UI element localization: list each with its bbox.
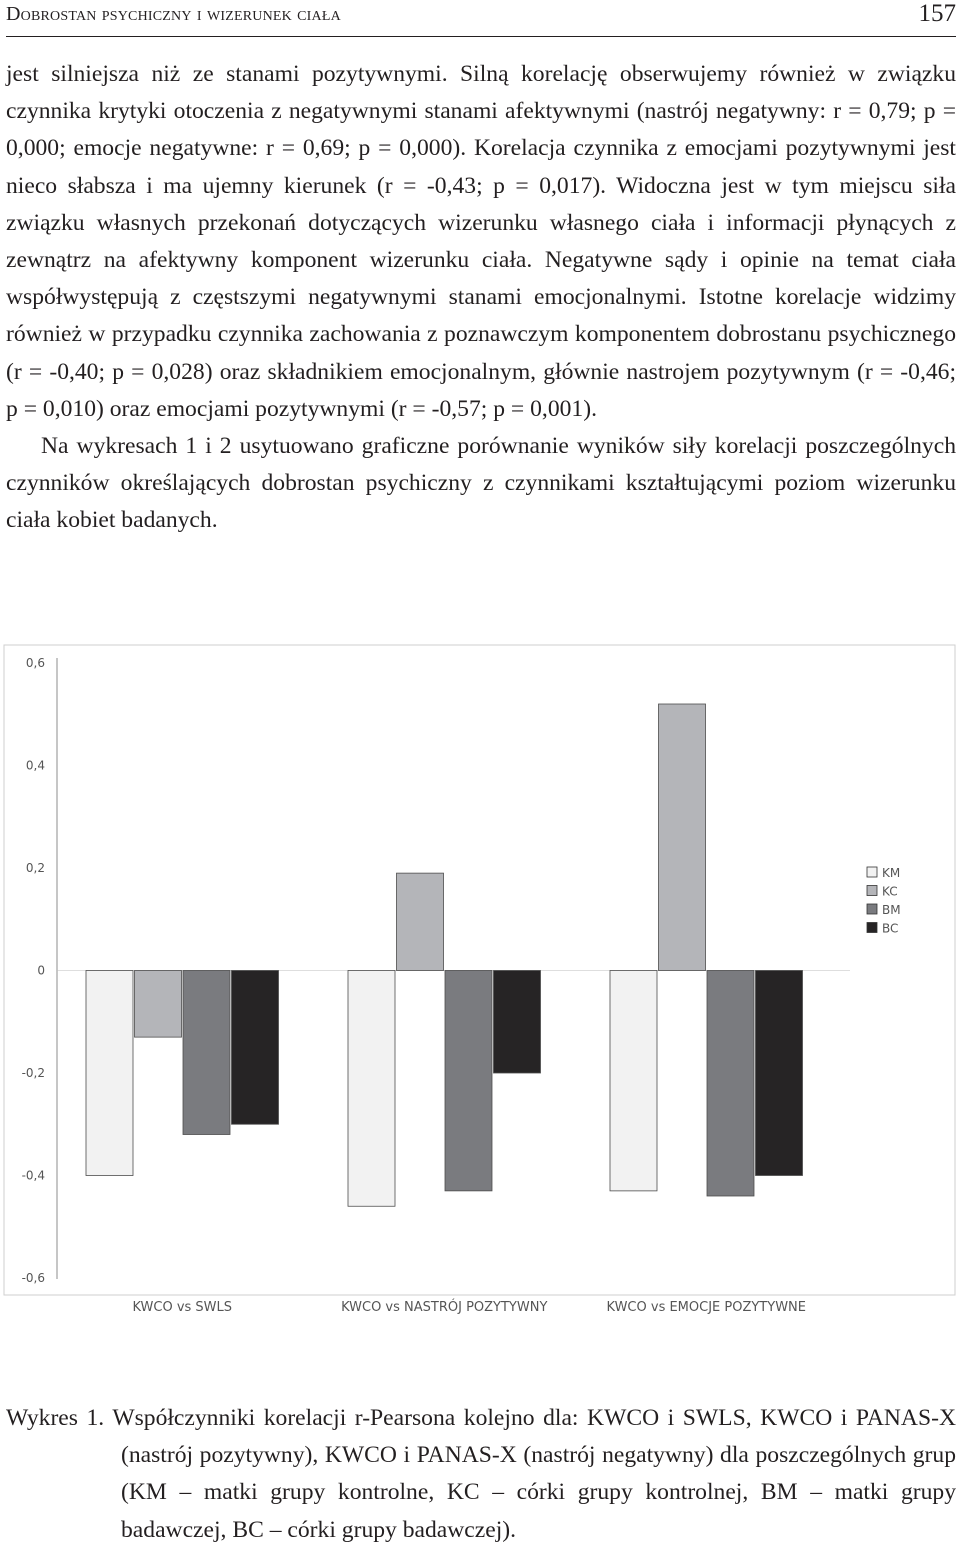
- legend-swatch-km: [867, 867, 877, 877]
- body-text: [6, 56, 956, 540]
- bar-bm: [445, 971, 492, 1191]
- legend-swatch-bm: [867, 904, 877, 914]
- chart-frame: [4, 645, 955, 1295]
- y-tick-label: 0: [37, 963, 45, 978]
- y-tick-label: -0,4: [21, 1168, 45, 1183]
- header-rule: [6, 36, 956, 37]
- y-tick-label: 0,6: [25, 656, 45, 670]
- bar-bc: [494, 971, 541, 1074]
- bar-km: [348, 971, 395, 1207]
- legend-label-kc: KC: [882, 884, 898, 899]
- y-tick-label: -0,6: [21, 1271, 45, 1285]
- bar-kc: [135, 971, 182, 1038]
- bar-bc: [232, 971, 279, 1125]
- bar-bc: [756, 971, 803, 1176]
- bar-kc: [397, 873, 444, 970]
- chart-figure: [0, 630, 960, 1330]
- y-tick-label: -0,2: [21, 1066, 45, 1080]
- x-category-label: KWCO vs EMOCJE POZYTYWNE: [606, 1300, 806, 1315]
- x-category-label: KWCO vs SWLS: [132, 1300, 233, 1315]
- running-header: [6, 0, 956, 36]
- x-category-label: KWCO vs NASTRÓJ POZYTYWNY: [341, 1300, 548, 1315]
- paragraph: jest silniejsza niż ze stanami pozytywnymi. Silną korelację obserwujemy również w związku czynnika krytyki otoczenia z negatywnymi stanami afektywnymi (nastrój negatywny: r = 0,79; p = 0,000; emocje negatywne: r = 0,69; p = 0,000). Korelacja czynnika z emocjami pozytywnymi jest nieco słabsza i ma ujemny kierunek (r = -0,43; p = 0,017). Widoczna jest w tym miejscu siła związku własnych przekonań dotyczących wizerunku własnego ciała i informacji płynących z zewnątrz na afektywny komponent wizerunku ciała. Negatywne sądy i opinie na temat ciała współwystępują z częstszymi negatywnymi stanami emocjonalnymi. Istotne korelacje widzimy również w przypadku czynnika zachowania z poznawczym komponentem dobrostanu psychicznego (r = -0,40; p = 0,028) oraz składnikiem emocjonalnym, głównie nastrojem pozytywnym (r = -0,46; p = 0,010) oraz emocjami pozytywnymi (r = -0,57; p = 0,001).: [6, 61, 956, 422]
- legend-label-km: KM: [882, 866, 901, 880]
- page-number: 157: [918, 0, 956, 27]
- paragraph: Na wykresach 1 i 2 usytuowano graficzne porównanie wyników siły korelacji poszczególnych czynników określających dobrostan psychiczny z czynnikami kształtującymi poziom wizerunku ciała kobiet badanych.: [6, 433, 956, 534]
- y-tick-label: 0,2: [25, 861, 45, 875]
- bar-bm: [183, 971, 230, 1135]
- legend-swatch-bc: [867, 923, 877, 933]
- running-title: Dobrostan psychiczny i wizerunek ciała: [6, 3, 341, 25]
- bar-km: [86, 971, 133, 1176]
- figure-caption: [6, 1400, 956, 1549]
- caption-text: Wykres 1. Współczynniki korelacji r-Pearsona kolejno dla: KWCO i SWLS, KWCO i PANAS-X (nastrój pozytywny), KWCO i PANAS-X (nastrój negatywny) dla poszczególnych grup (KM – matki grupy kontrolne, KC – córki grupy kontrolnej, BM – matki grupy badawczej, BC – córki grupy badawczej).: [6, 1405, 956, 1543]
- legend-swatch-kc: [867, 886, 877, 896]
- bar-kc: [659, 704, 706, 971]
- bar-km: [610, 971, 657, 1191]
- bar-chart: [0, 630, 960, 1330]
- bar-bm: [707, 971, 754, 1197]
- legend-label-bc: BC: [882, 921, 899, 936]
- legend-label-bm: BM: [882, 903, 901, 917]
- y-tick-label: 0,4: [25, 758, 45, 773]
